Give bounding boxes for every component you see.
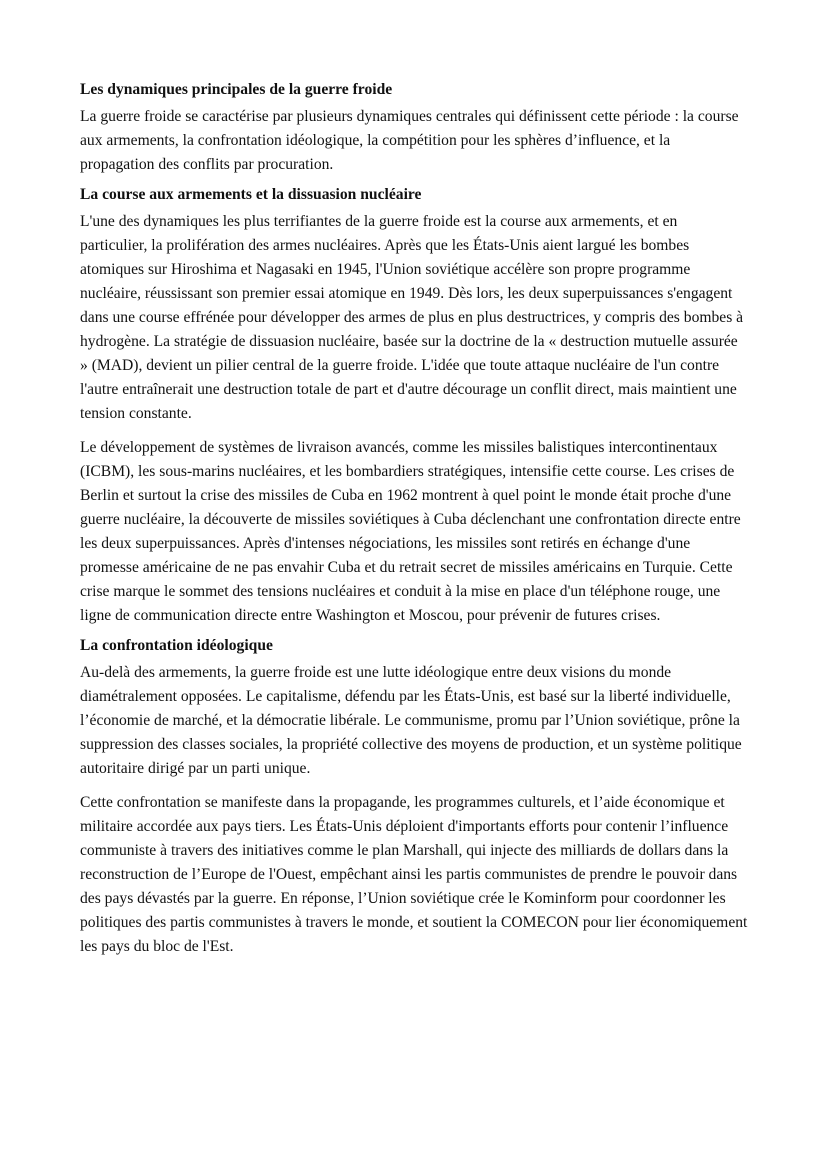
section-heading: La confrontation idéologique — [80, 637, 273, 654]
paragraph: Le développement de systèmes de livraison avancés, comme les missiles balistiques intercontinentaux (ICBM), les sous-marins nucléaires, et les bombardiers stratégiques, intensifie cette course. Les crises de Berlin et surtout la crise des missiles de Cuba en 1962 montrent à quel point le monde était proche d'une guerre nucléaire, la découverte de missiles soviétiques à Cuba déclenchant une confrontation directe entre les deux superpuissances. Après d'intenses négociations, les missiles sont retirés en échange d'une promesse américaine de ne pas envahir Cuba et du retrait secret de missiles américains en Turquie. Cette crise marque le sommet des tensions nucléaires et conduit à la mise en place d'un téléphone rouge, une ligne de communication directe entre Washington et Moscou, pour prévenir de futures crises. — [80, 439, 741, 624]
paragraph: Au-delà des armements, la guerre froide est une lutte idéologique entre deux visions du monde diamétralement opposées. Le capitalisme, défendu par les États-Unis, est basé sur la liberté individuelle, l’économie de marché, et la démocratie libérale. Le communisme, promu par l’Union soviétique, prône la suppression des classes sociales, la propriété collective des moyens de production, et un système politique autoritaire dirigé par un parti unique. — [80, 664, 742, 777]
paragraph: Cette confrontation se manifeste dans la propagande, les programmes culturels, et l’aide économique et militaire accordée aux pays tiers. Les États-Unis déploient d'importants efforts pour contenir l’influence communiste à travers des initiatives comme le plan Marshall, qui injecte des milliards de dollars dans la reconstruction de l’Europe de l'Ouest, empêchant ainsi les partis communistes de prendre le pouvoir dans des pays dévastés par la guerre. En réponse, l’Union soviétique crée le Kominform pour coordonner les politiques des partis communistes à travers le monde, et soutient la COMECON pour lier économiquement les pays du bloc de l'Est. — [80, 794, 748, 955]
section-dynamiques-principales — [80, 78, 748, 177]
document-page — [80, 78, 748, 965]
paragraph: L'une des dynamiques les plus terrifiantes de la guerre froide est la course aux armements, et en particulier, la prolifération des armes nucléaires. Après que les États-Unis aient largué les bombes atomiques sur Hiroshima et Nagasaki en 1945, l'Union soviétique accélère son propre programme nucléaire, réussissant son premier essai atomique en 1949. Dès lors, les deux superpuissances s'engagent dans une course effrénée pour développer des armes de plus en plus destructrices, y compris des bombes à hydrogène. La stratégie de dissuasion nucléaire, basée sur la doctrine de la « destruction mutuelle assurée » (MAD), devient un pilier central de la guerre froide. L'idée que toute attaque nucléaire de l'un contre l'autre entraînerait une destruction totale de part et d'autre décourage un conflit direct, mais maintient une tension constante. — [80, 213, 744, 422]
section-heading: La course aux armements et la dissuasion nucléaire — [80, 186, 422, 203]
section-confrontation-ideologique — [80, 634, 748, 959]
paragraph: La guerre froide se caractérise par plusieurs dynamiques centrales qui définissent cette période : la course aux armements, la confrontation idéologique, la compétition pour les sphères d’influence, et la propagation des conflits par procuration. — [80, 108, 739, 173]
section-heading: Les dynamiques principales de la guerre froide — [80, 81, 393, 98]
section-course-aux-armements — [80, 183, 748, 628]
